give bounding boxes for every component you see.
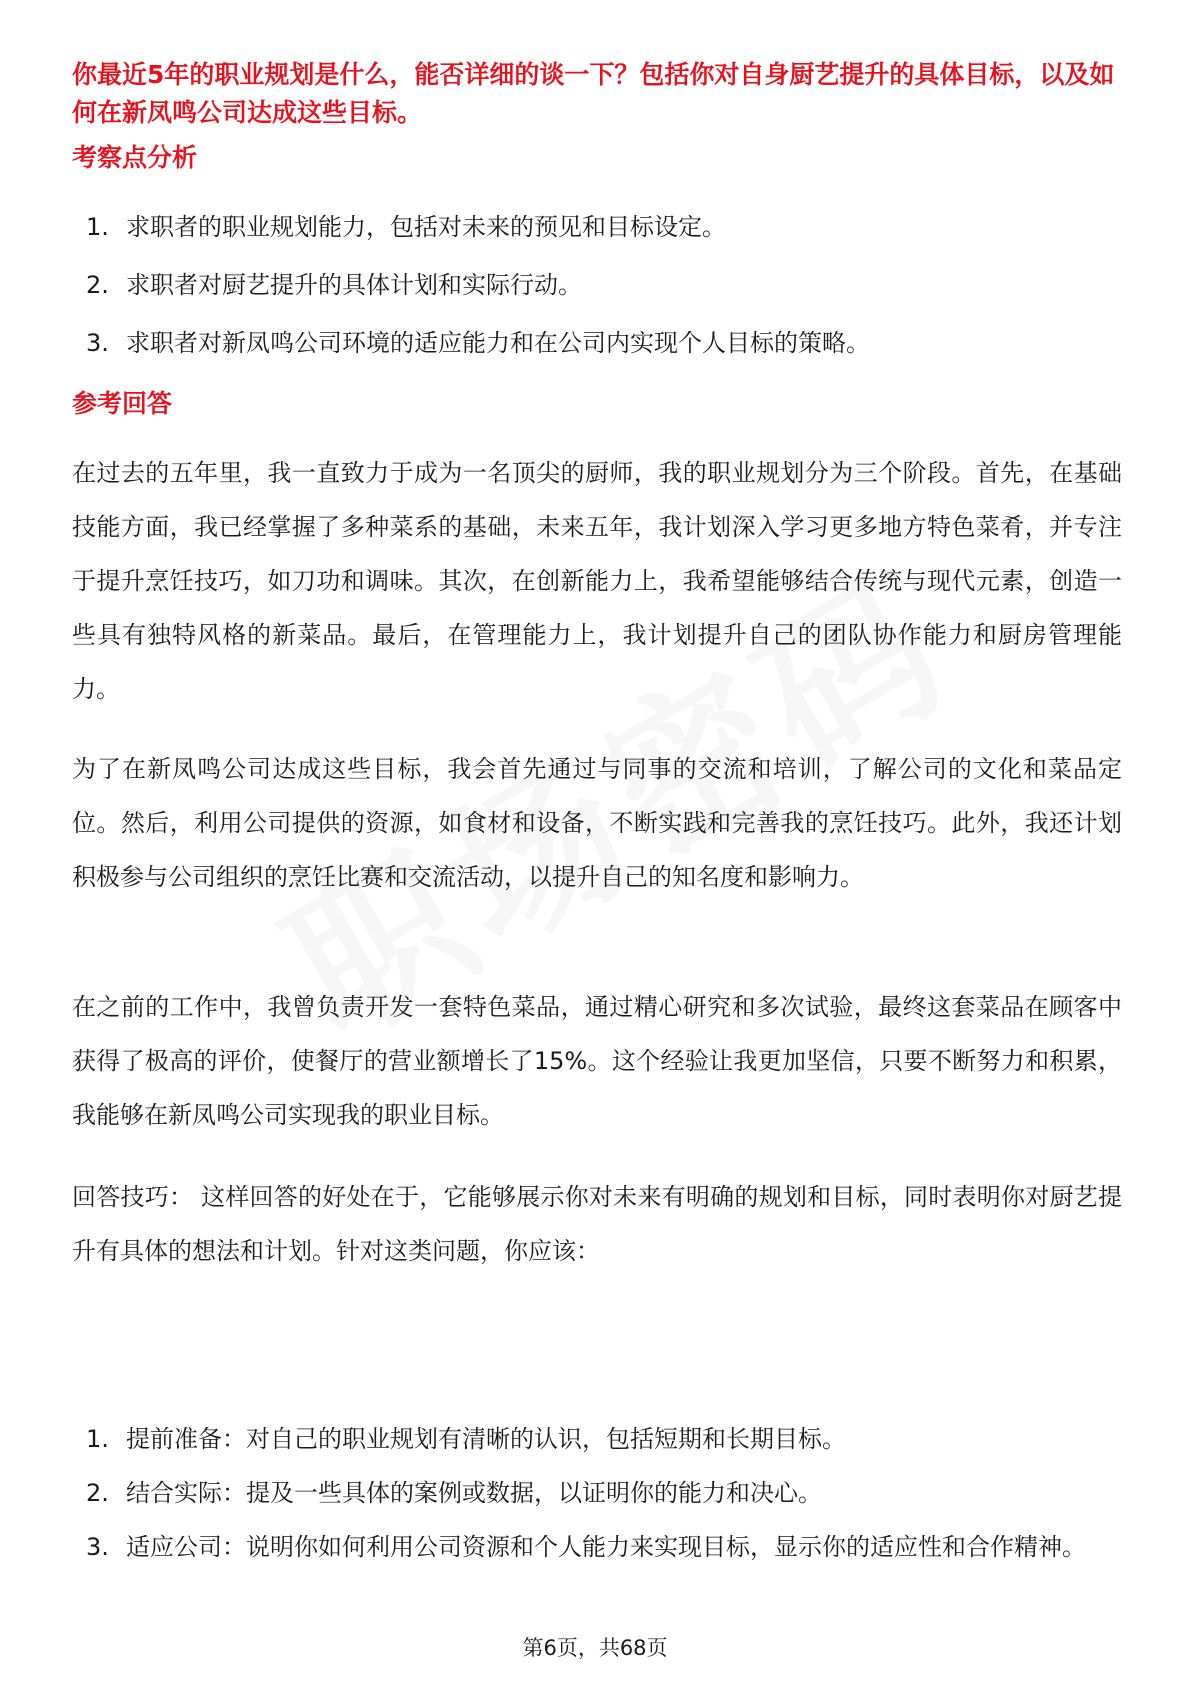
- answer-paragraph-1: 在过去的五年里，我一直致力于成为一名顶尖的厨师，我的职业规划分为三个阶段。首先，在基础技能方面，我已经掌握了多种菜系的基础，未来五年，我计划深入学习更多地方特色菜肴，并专注于提升烹饪技巧，如刀功和调味。其次，在创新能力上，我希望能够结合传统与现代元素，创造一些具有独特风格的新菜品。最后，在管理能力上，我计划提升自己的团队协作能力和厨房管理能力。: [72, 459, 1122, 703]
- list-item: 3. 适应公司：说明你如何利用公司资源和个人能力来实现目标，显示你的适应性和合作精神。: [86, 1533, 1086, 1561]
- answer-title: 参考回答: [72, 389, 173, 418]
- question-heading: 你最近5年的职业规划是什么，能否详细的谈一下？包括你对自身厨艺提升的具体目标，以及如何在新凤鸣公司达成这些目标。: [72, 60, 1115, 127]
- list-item: 2. 求职者对厨艺提升的具体计划和实际行动。: [86, 271, 582, 299]
- page-number: 第6页，共68页: [522, 1636, 668, 1660]
- list-item: 3. 求职者对新凤鸣公司环境的适应能力和在公司内实现个人目标的策略。: [86, 329, 870, 357]
- answer-paragraph-3: 在之前的工作中，我曾负责开发一套特色菜品，通过精心研究和多次试验，最终这套菜品在顾客中获得了极高的评价，使餐厅的营业额增长了15%。这个经验让我更加坚信，只要不断努力和积累，我能够在新凤鸣公司实现我的职业目标。: [72, 993, 1122, 1129]
- list-item: 1. 求职者的职业规划能力，包括对未来的预见和目标设定。: [86, 213, 726, 241]
- answer-paragraph-2: 为了在新凤鸣公司达成这些目标，我会首先通过与同事的交流和培训，了解公司的文化和菜品定位。然后，利用公司提供的资源，如食材和设备，不断实践和完善我的烹饪技巧。此外，我还计划积极参与公司组织的烹饪比赛和交流活动，以提升自己的知名度和影响力。: [72, 755, 1122, 891]
- list-item: 1. 提前准备：对自己的职业规划有清晰的认识，包括短期和长期目标。: [86, 1425, 846, 1453]
- answer-tips-intro: 回答技巧： 这样回答的好处在于，它能够展示你对未来有明确的规划和目标，同时表明你对厨艺提升有具体的想法和计划。针对这类问题，你应该：: [72, 1183, 1122, 1265]
- tips-list: [72, 1412, 1132, 1574]
- analysis-title: 考察点分析: [72, 143, 198, 172]
- analysis-list: [72, 198, 1132, 372]
- list-item: 2. 结合实际：提及一些具体的案例或数据，以证明你的能力和决心。: [86, 1479, 822, 1507]
